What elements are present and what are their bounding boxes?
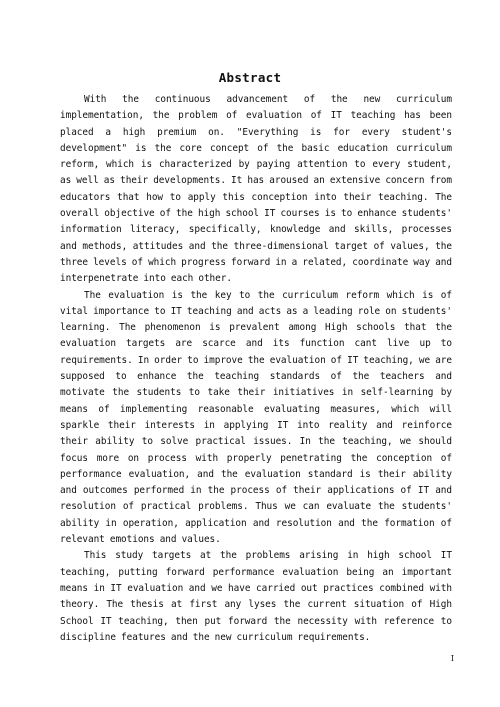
paragraph-3: This study targets at the problems arising in high school IT teaching, putting forward performance evaluation being an important means in IT evaluation and we have carried out practices combined with theory. The thesis at first any lyses the current situation of High School IT teaching, then put forward the necessity with reference to discipline features and the new curriculum requirements. — [60, 550, 452, 643]
paragraph-1: With the continuous advancement of the new curriculum implementation, the problem of evaluation of IT teaching has been placed a high premium on. "Everything is for every student's development" is the core concept of the basic education curriculum reform, which is characterized by paying attention to every student, as well as their developments. It has aroused an extensive concern from educators that how to apply this conception into their teaching. The overall objective of the high school IT courses is to enhance students' information literacy, specifically, knowledge and skills, processes and methods, attitudes and the three-dimensional target of values, the three levels of which progress forward in a related, coordinate way and interpenetrate into each other. — [60, 94, 452, 285]
abstract-body — [60, 92, 452, 646]
page-number: I — [450, 654, 454, 663]
abstract-title: Abstract — [218, 70, 282, 85]
paragraph-2: The evaluation is the key to the curriculum reform which is of vital importance to IT teaching and acts as a leading role on students' learning. The phenomenon is prevalent among High schools that the evaluation targets are scarce and its function cant live up to requirements. In order to improve the evaluation of IT teaching, we are supposed to enhance the teaching standards of the teachers and motivate the students to take their initiatives in self-learning by means of implementing reasonable evaluating measures, which will sparkle their interests in applying IT into reality and reinforce their ability to solve practical issues. In the teaching, we should focus more on process with properly penetrating the conception of performance evaluation, and the evaluation standard is their ability and outcomes performed in the process of their applications of IT and resolution of practical problems. Thus we can evaluate the students' ability in operation, application and resolution and the formation of relevant emotions and values. — [60, 289, 452, 546]
